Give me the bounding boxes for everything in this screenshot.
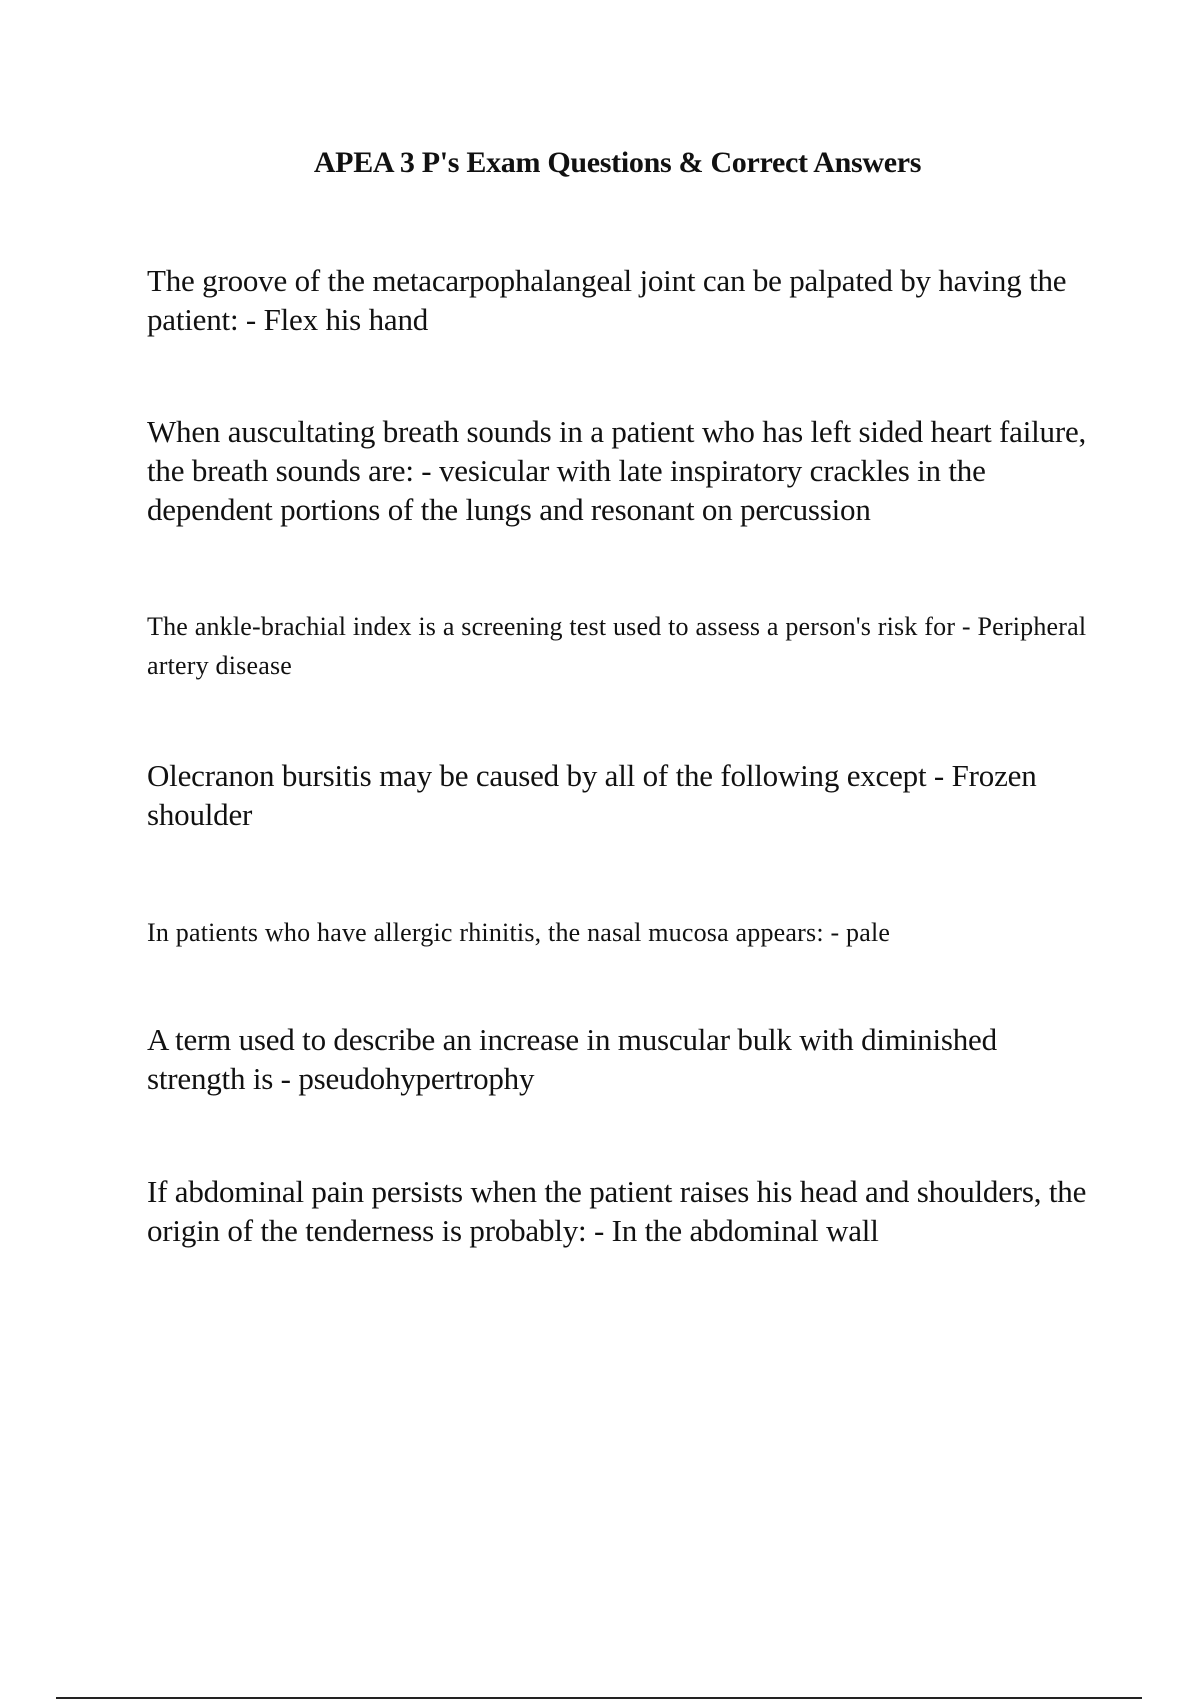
qa-item: The groove of the metacarpophalangeal joint can be palpated by having the patient: - Flex his hand — [147, 263, 1067, 337]
qa-item: If abdominal pain persists when the patient raises his head and shoulders, the origin of the tenderness is probably: - In the abdominal wall — [147, 1174, 1087, 1248]
qa-item: In patients who have allergic rhinitis, the nasal mucosa appears: - pale — [147, 918, 891, 947]
footer-divider — [56, 1697, 1142, 1699]
qa-item: A term used to describe an increase in muscular bulk with diminished strength is - pseudohypertrophy — [147, 1022, 997, 1096]
document-title: APEA 3 P's Exam Questions & Correct Answers — [313, 146, 922, 179]
qa-item: When auscultating breath sounds in a patient who has left sided heart failure, the breath sounds are: - vesicular with late inspiratory crackles in the dependent portions of the lungs and resonant on percussion — [147, 414, 1087, 527]
qa-item: Olecranon bursitis may be caused by all of the following except - Frozen shoulder — [147, 758, 1037, 832]
qa-item: The ankle-brachial index is a screening test used to assess a person's risk for - Peripheral artery disease — [147, 612, 1087, 680]
